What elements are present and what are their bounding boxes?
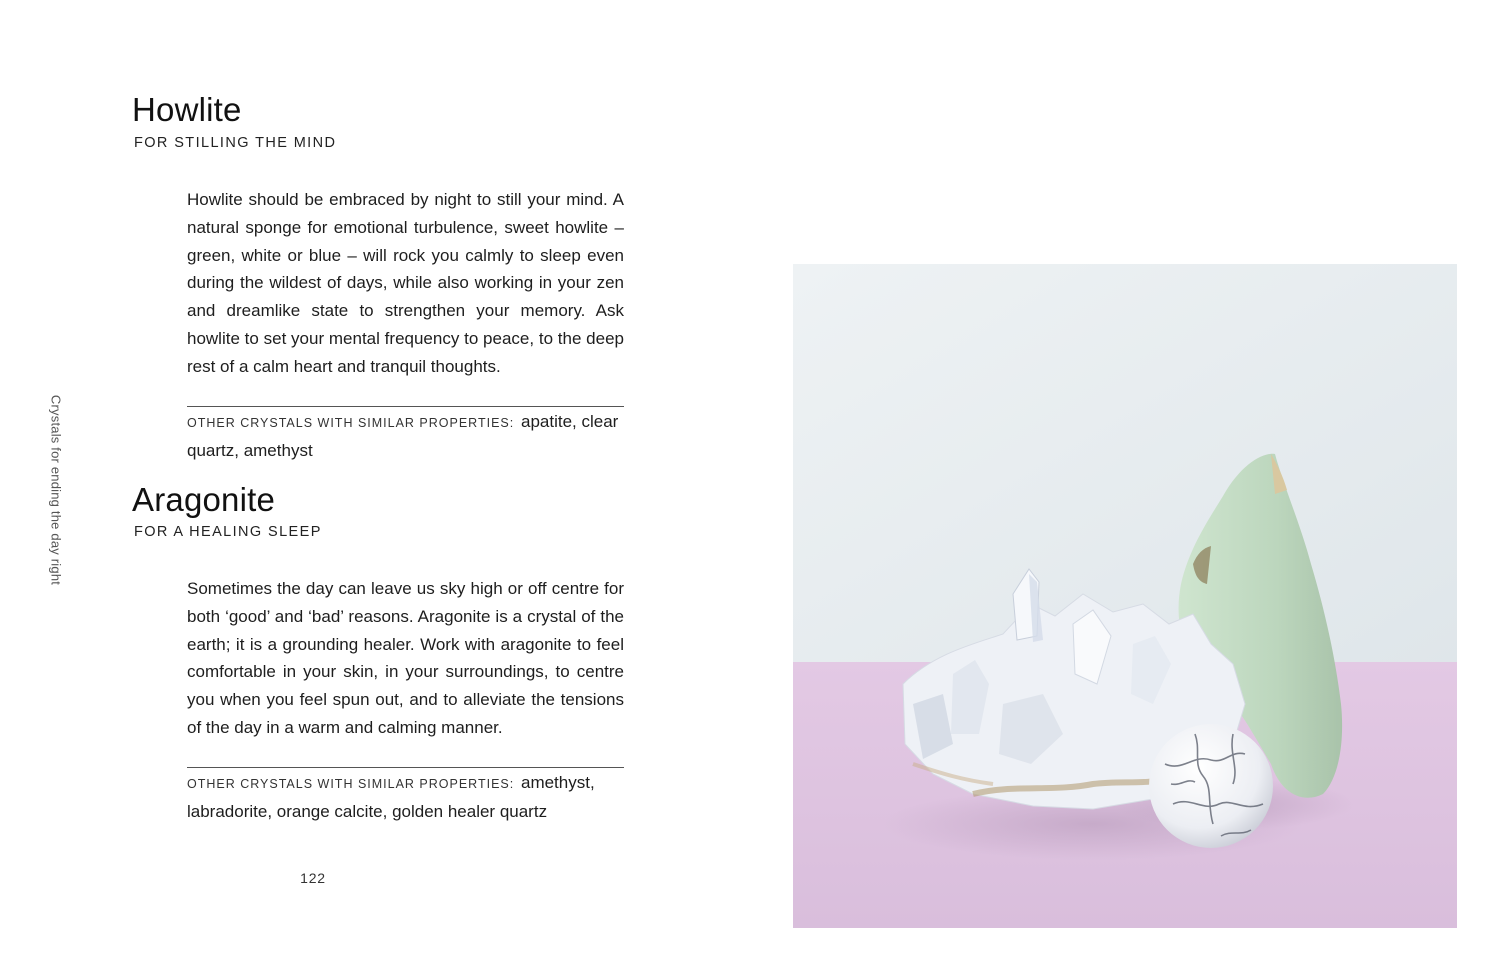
entry-body-aragonite: Sometimes the day can leave us sky high or off centre for both ‘good’ and ‘bad’ reasons. Aragonite is a crystal of the earth; it is a grounding healer. Work with aragonite to feel comfortable in your skin, in your surroundings, to centre you when you feel spun out, and to alleviate the tensions of the day in a warm and calming manner. [187,579,624,737]
similar-crystals-list: amethyst, labradorite, orange calcite, golden healer quartz [187,773,595,821]
divider-rule [187,767,624,768]
similar-crystals-label: OTHER CRYSTALS WITH SIMILAR PROPERTIES: [187,416,515,430]
entry-subtitle-aragonite: FOR A HEALING SLEEP [134,524,322,540]
crystal-illustration [793,264,1457,928]
running-head-text: Crystals for ending the day right [48,394,64,586]
page-number: 122 [300,870,326,886]
entry-body-howlite: Howlite should be embraced by night to still your mind. A natural sponge for emotional turbulence, sweet howlite – green, white or blue – will rock you calmly to sleep even during the wildest of days, while also working in your zen and dreamlike state to strengthen your memory. Ask howlite to set your mental frequency to peace, to the deep rest of a calm heart and tranquil thoughts. [187,190,624,376]
howlite-sphere [1149,724,1273,848]
similar-crystals-list: apatite, clear quartz, amethyst [187,412,619,460]
entry-title-aragonite: Aragonite [132,481,276,518]
similar-crystals-label: OTHER CRYSTALS WITH SIMILAR PROPERTIES: [187,777,515,791]
entry-title-howlite: Howlite [132,91,242,128]
similar-crystals-howlite [187,408,624,465]
crystal-photo [793,264,1457,928]
similar-crystals-aragonite [187,769,624,826]
entry-subtitle-howlite: FOR STILLING THE MIND [134,135,337,151]
divider-rule [187,406,624,407]
photo-wall [793,264,1457,664]
